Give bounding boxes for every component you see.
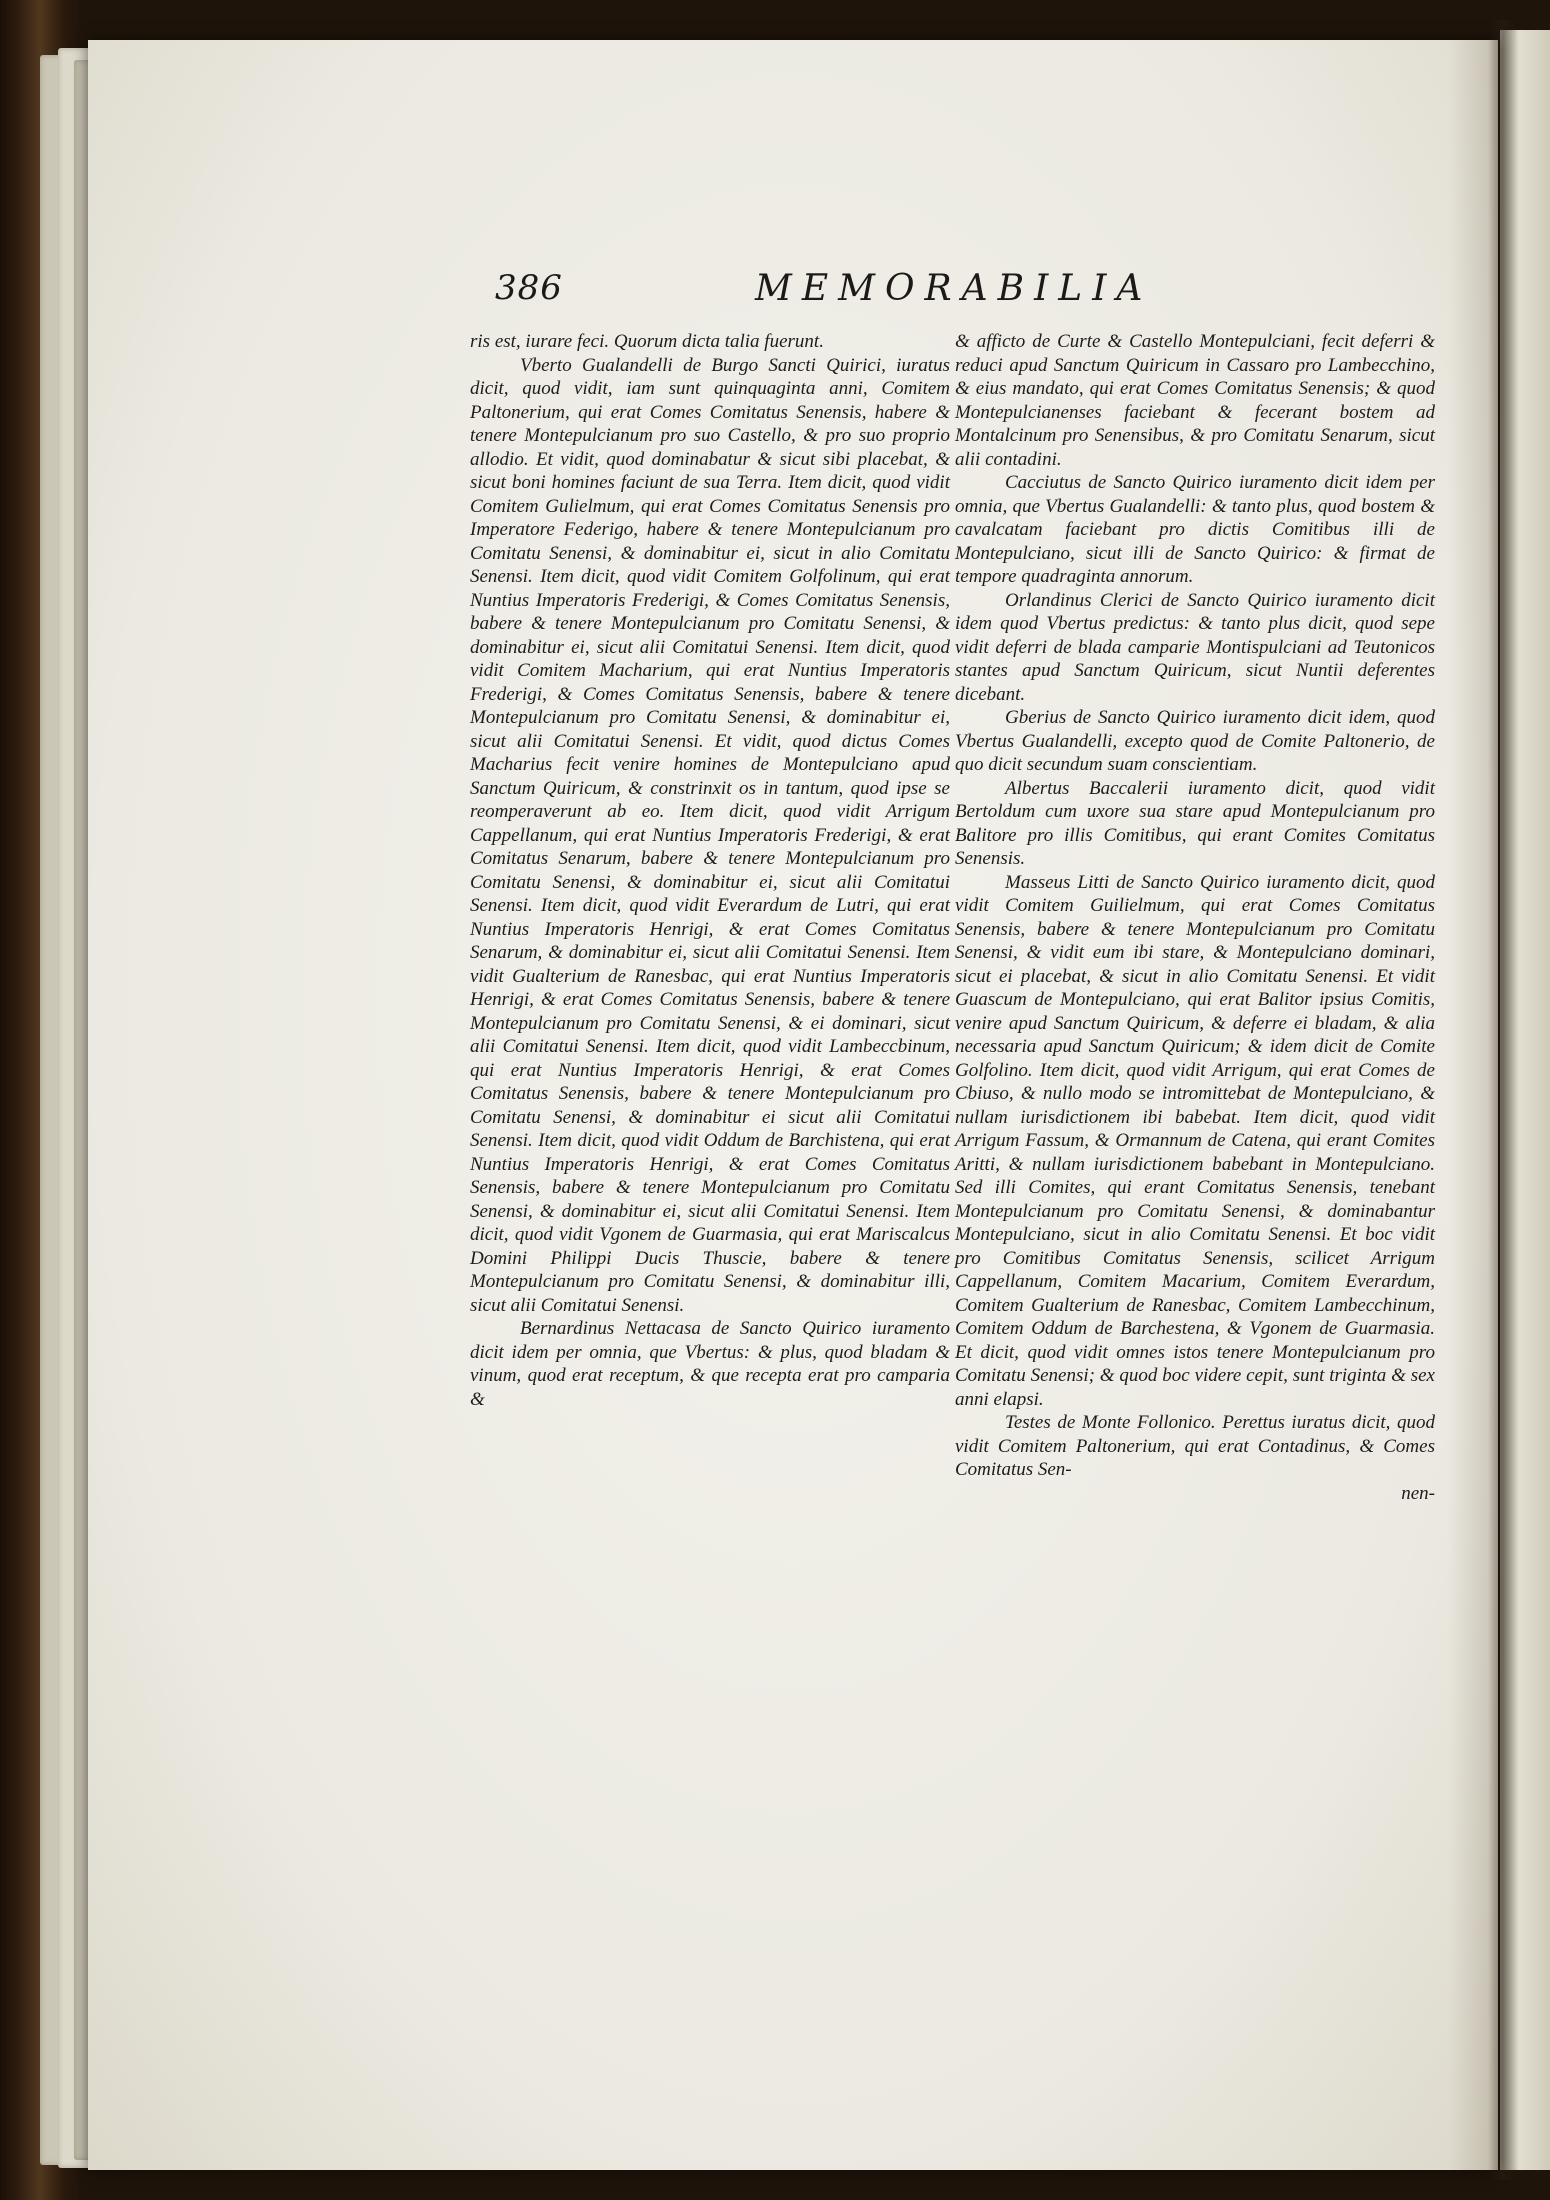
text-column-left (470, 330, 950, 1411)
paragraph: Bernardinus Nettacasa de Sancto Quirico iuramento dicit idem per omnia, que Vbertus: & plus, quod bladam & vinum, quod erat receptum, & que recepta erat pro camparia & (470, 1318, 950, 1410)
paragraph: Albertus Baccalerii iuramento dicit, quod vidit Bertoldum cum uxore sua stare apud Montepulcianum pro Balitore pro illis Comitibus, qui erant Comites Comitatus Senensis. (955, 777, 1435, 869)
paragraph: Masseus Litti de Sancto Quirico iuramento dicit, quod vidit Comitem Guilielmum, qui erat Comes Comitatus Senensis, babere & tenere Montepulcianum pro Comitatu Senensi, & vidit eum ibi stare, & Montepulciano dominari, sicut ei placebat, & sicut in alio Comitatu Senensi. Et vidit Guascum de Montepulciano, qui erat Balitor ipsius Comitis, venire apud Sanctum Quiricum, & deferre ei bladam, & alia necessaria apud Sanctum Quiricum; & idem dicit de Comite Golfolino. Item dicit, quod vidit Arrigum, qui erat Comes de Cbiuso, & nullo modo se intromittebat de Montepulciano, & nullam iurisdictionem ibi babebat. Item dicit, quod vidit Arrigum Fassum, & Ormannum de Catena, qui erant Comites Aritti, & nullam iurisdictionem babebant in Montepulciano. Sed illi Comites, qui erant Comitatus Senensis, tenebant Montepulcianum pro Comitatu Senensi, & dominabantur Montepulciano, sicut in alio Comitatu Senensi. Et boc vidit pro Comitibus Comitatus Senensis, scilicet Arrigum Cappellanum, Comitem Macarium, Comitem Everardum, Comitem Gualterium de Ranesbac, Comitem Lambecchinum, Comitem Oddum de Barchestena, & Vgonem de Guarmasia. Et dicit, quod vidit omnes istos tenere Montepulcianum pro Comitatu Senensi; & quod boc videre cepit, sunt triginta & sex anni elapsi. (955, 871, 1435, 1410)
paragraph: ris est, iurare feci. Quorum dicta talia fuerunt. (470, 331, 824, 352)
gutter-shadow (1488, 20, 1518, 2180)
paragraph: Testes de Monte Follonico. Perettus iuratus dicit, quod vidit Comitem Paltonerium, qui erat Contadinus, & Comes Comitatus Sen- (955, 1412, 1435, 1480)
paragraph: Gberius de Sancto Quirico iuramento dicit idem, quod Vbertus Gualandelli, excepto quod de Comite Paltonerio, de quo dicit secundum suam conscientiam. (955, 707, 1435, 775)
paragraph: Vberto Gualandelli de Burgo Sancti Quirici, iuratus dicit, quod vidit, iam sunt quinquaginta anni, Comitem Paltonerium, qui erat Comes Comitatus Senensis, habere & tenere Montepulcianum pro suo Castello, & pro suo proprio allodio. Et vidit, quod dominabatur & sicut sibi placebat, & sicut boni homines faciunt de sua Terra. Item dicit, quod vidit Comitem Gulielmum, qui erat Comes Comitatus Senensis pro Imperatore Federigo, habere & tenere Montepulcianum pro Comitatu Senensi, & dominabitur ei, sicut in alio Comitatu Senensi. Item dicit, quod vidit Comitem Golfolinum, qui erat Nuntius Imperatoris Frederigi, & Comes Comitatus Senensis, babere & tenere Montepulcianum pro Comitatu Senensi, & dominabitur ei, sicut alii Comitatui Senensi. Item dicit, quod vidit Comitem Macharium, qui erat Nuntius Imperatoris Frederigi, & Comes Comitatus Senensis, babere & tenere Montepulcianum pro Comitatu Senensi, & dominabitur ei, sicut alii Comitatui Senensi. Et vidit, quod dictus Comes Macharius fecit venire homines de Montepulciano apud Sanctum Quiricum, & constrinxit os in tantum, quod ipse se reomperaverunt ab eo. Item dicit, quod vidit Arrigum Cappellanum, qui erat Nuntius Imperatoris Frederigi, & erat Comitatus Senarum, babere & tenere Montepulcianum pro Comitatu Senensi, & dominabitur ei, sicut alii Comitatui Senensi. Item dicit, quod vidit Everardum de Lutri, qui erat Nuntius Imperatoris Henrigi, & erat Comes Comitatus Senarum, & dominabitur ei, sicut alii Comitatui Senensi. Item vidit Gualterium de Ranesbac, qui erat Nuntius Imperatoris Henrigi, & erat Comes Comitatus Senensis, babere & tenere Montepulcianum pro Comitatu Senensi, & ei dominari, sicut alii Comitatui Senensi. Item dicit, quod vidit Lambeccbinum, qui erat Nuntius Imperatoris Henrigi, & erat Comes Comitatus Senensis, babere & tenere Montepulcianum pro Comitatu Senensi, & dominabitur ei sicut alii Comitatui Senensi. Item dicit, quod vidit Oddum de Barchistena, qui erat Nuntius Imperatoris Henrigi, & erat Comes Comitatus Senensis, babere & tenere Montepulcianum pro Comitatu Senensi, & dominabitur ei, sicut alii Comitatui Senensi. Item dicit, quod vidit Vgonem de Guarmasia, qui erat Mariscalcus Domini Philippi Ducis Thuscie, babere & tenere Montepulcianum pro Comitatu Senensi, & dominabitur illi, sicut alii Comitatui Senensi. (470, 354, 950, 1316)
page-number: 386 (495, 268, 563, 308)
paragraph: Orlandinus Clerici de Sancto Quirico iuramento dicit idem quod Vbertus predictus: & tanto plus dicit, quod sepe vidit deferri de blada camparie Montispulciani ad Teutonicos stantes apud Sanctum Quiricum, sicut Nuntii deferentes dicebant. (955, 589, 1435, 705)
running-head (495, 268, 1155, 318)
catchword: nen- (1401, 1482, 1435, 1504)
paragraph: Cacciutus de Sancto Quirico iuramento dicit idem per omnia, que Vbertus Gualandelli: & tanto plus, quod bostem & cavalcatam faciebant pro dictis Comitibus illi de Montepulciano, sicut illi de Sancto Quirico: & firmat de tempore quadraginta annorum. (955, 472, 1435, 587)
running-title: MEMORABILIA (755, 268, 1153, 309)
text-column-right (955, 330, 1435, 1505)
paragraph: & afficto de Curte & Castello Montepulciani, fecit deferri & reduci apud Sanctum Quiricum in Cassaro pro Lambecchino, & eius mandato, qui erat Comes Comitatus Senensis; & quod Montepulcianenses faciebant & fecerant bostem ad Montalcinum pro Senensibus, & pro Comitatu Senarum, sicut alii contadini. (955, 331, 1435, 470)
